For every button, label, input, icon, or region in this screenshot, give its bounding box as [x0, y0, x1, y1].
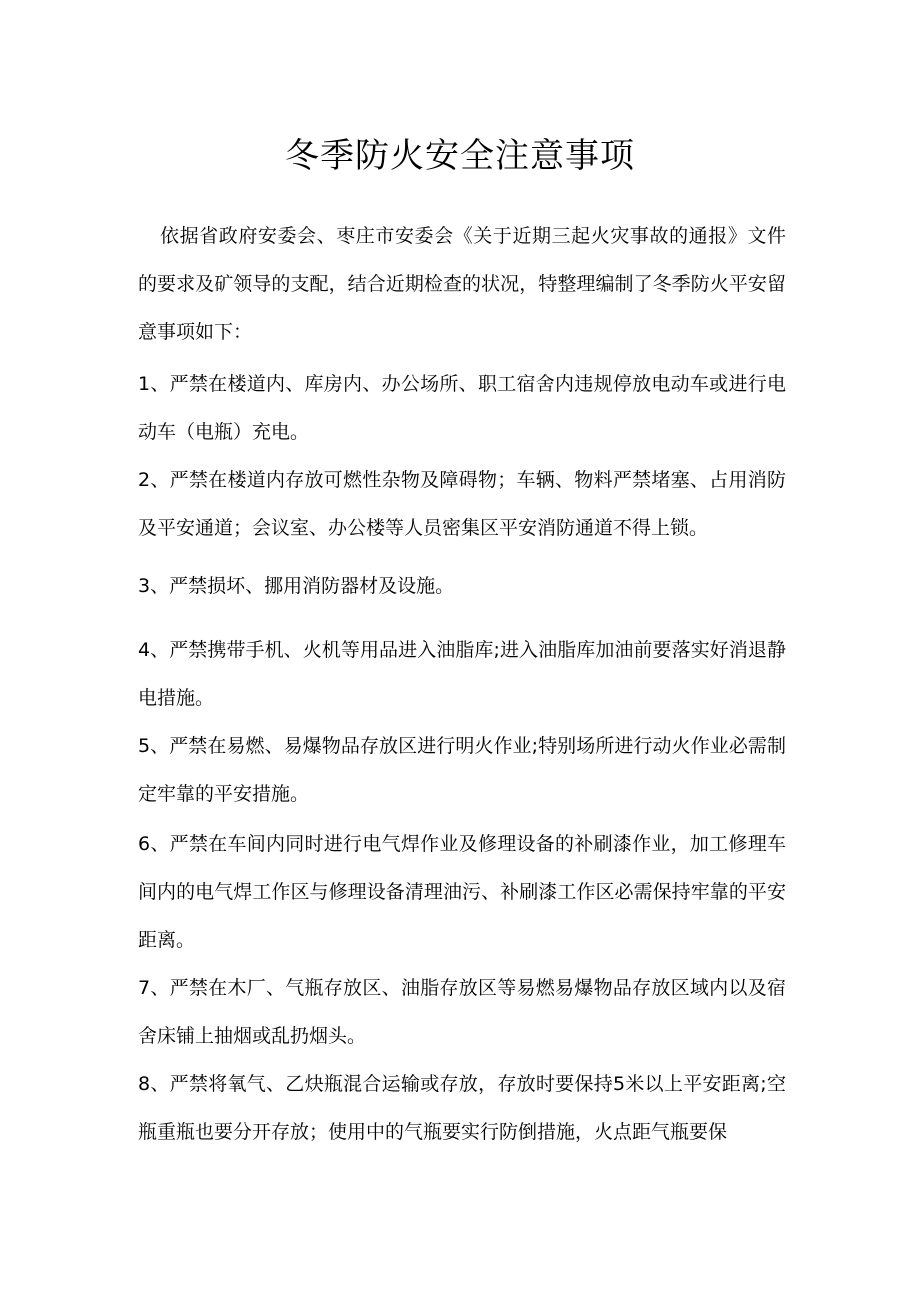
intro-paragraph: 依据省政府安委会、枣庄市安委会《关于近期三起火灾事故的通报》文件的要求及矿领导的支配，结合近期检查的状况，特整理编制了冬季防火平安留意事项如下： [138, 225, 786, 343]
rule-item-1: 1、严禁在楼道内、库房内、办公场所、职工宿舍内违规停放电动车或进行电动车（电瓶）充电。 [138, 373, 786, 443]
rule-item-7: 7、严禁在木厂、气瓶存放区、油脂存放区等易燃易爆物品存放区域内以及宿舍床铺上抽烟或乱扔烟头。 [138, 977, 786, 1047]
rule-item-5: 5、严禁在易燃、易爆物品存放区进行明火作业;特别场所进行动火作业必需制定牢靠的平安措施。 [138, 735, 786, 805]
rule-item-3: 3、严禁损坏、挪用消防器材及设施。 [138, 575, 455, 597]
document-title: 冬季防火安全注意事项 [285, 136, 635, 176]
rule-item-4: 4、严禁携带手机、火机等用品进入油脂库;进入油脂库加油前要落实好消退静电措施。 [138, 639, 786, 709]
rule-item-8: 8、严禁将氧气、乙炔瓶混合运输或存放，存放时要保持5米以上平安距离;空瓶重瓶也要分开存放；使用中的气瓶要实行防倒措施，火点距气瓶要保 [138, 1073, 786, 1143]
rule-item-6: 6、严禁在车间内同时进行电气焊作业及修理设备的补刷漆作业，加工修理车间内的电气焊工作区与修理设备清理油污、补刷漆工作区必需保持牢靠的平安距离。 [138, 833, 786, 951]
rule-item-2: 2、严禁在楼道内存放可燃性杂物及障碍物；车辆、物料严禁堵塞、占用消防及平安通道；会议室、办公楼等人员密集区平安消防通道不得上锁。 [138, 469, 786, 539]
